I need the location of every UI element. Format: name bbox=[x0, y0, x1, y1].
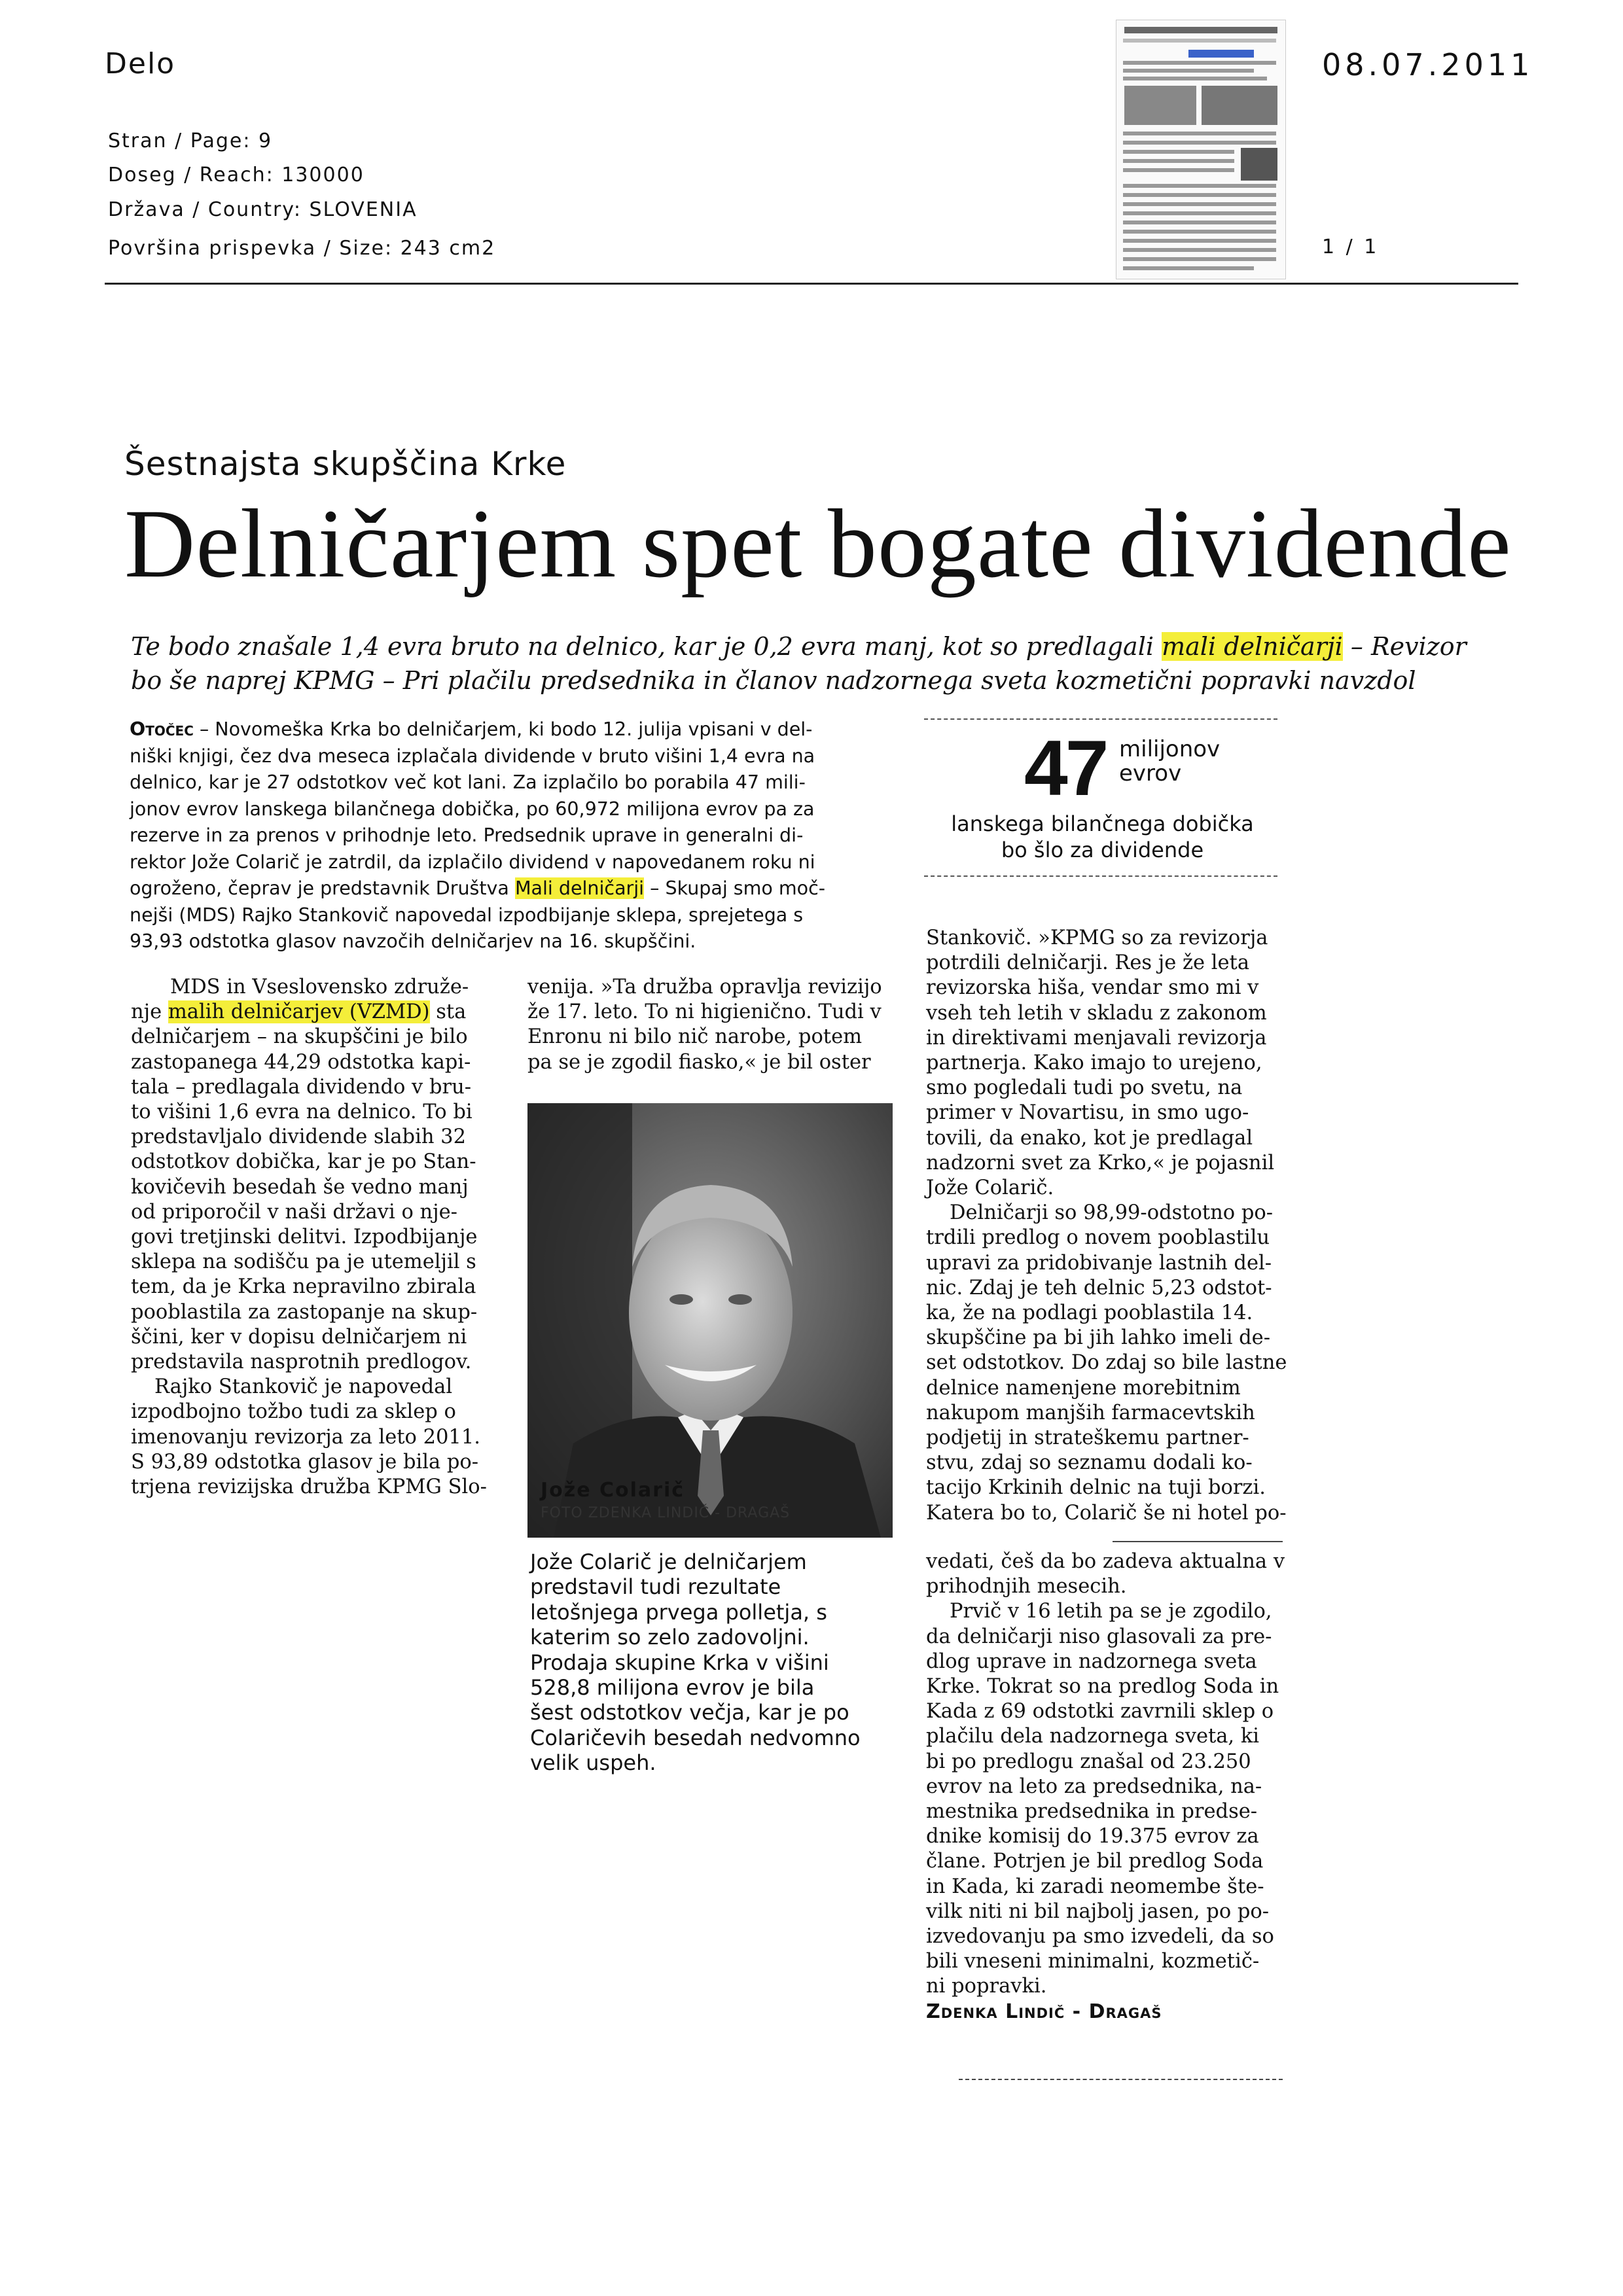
article-kicker: Šestnajsta skupščina Krke bbox=[124, 445, 567, 483]
publication-date: 08.07.2011 bbox=[1322, 47, 1534, 82]
portrait-photo-image bbox=[527, 1103, 893, 1538]
column-divider bbox=[1113, 1541, 1283, 1542]
article-deck-line-2: bo še naprej KPMG – Pri plačilu predsednika in članov nadzornega sveta kozmetični popravki navzdol bbox=[131, 666, 1416, 695]
dateline: Otočec bbox=[130, 718, 194, 740]
highlight-mali-delnicarji-lead: Mali delničarji bbox=[514, 877, 645, 899]
author-signature: Zdenka Lindič - Dragaš bbox=[926, 2000, 1162, 2023]
highlight-mali-delnicarji: mali delničarji bbox=[1162, 632, 1343, 661]
article-column-a: MDS in Vseslovensko združe- nje malih delničarjev (VZMD) sta delničarjem – na skupščini je bilo zastopanega 44,29 odstotka kapi- tala – predlagala dividendo v bru- to višini 1,6 evra na delnico. To bi predstavljalo dividende slabih 32 odstotkov dobička, kar je po Stan- kovičevih besedah še vedno manj od priporočil v naši državi o nje- govi tretjinski delitvi. Izpodbijanje sklepa na sodišču pa je utemeljil s tem, da je Krka nepravilno zbirala pooblastila za zastopanje na skup- ščini, ker v dopisu delničarjem ni predstavila nasprotnih predlogov. Rajko Stankovič je napovedal izpodbojno tožbo tudi za sklep o imenovanju revizorja za leto 2011. S 93,89 odstotka glasov je bila po- trjena revizijska družba KPMG Slo- bbox=[131, 976, 487, 1499]
article-column-c-continued: vedati, češ da bo zadeva aktualna v prihodnjih mesecih. Prvič v 16 letih pa se je zgodilo, da delničarji niso glasovali za pre- dlog uprave in nadzornega sveta Krke. Tokrat so na predlog Soda in Kada z 69 odstotki zavrnili sklep o plačilu dela nadzornega sveta, ki bi po predlogu znašal od 23.250 evrov na leto za predsednika, na- mestnika predsednika in predse- dnike komisij do 19.375 evrov za člane. Potrjen je bil predlog Soda in Kada, ki zaradi neomembe šte- vilk niti ni bil najbolj jasen, po po- izvedovanju pa smo izvedeli, da so bili vneseni minimalni, kozmetič- ni popravki. Zdenka Lindič - Dragaš bbox=[926, 1549, 1285, 2024]
article-lead: Otočec – Novomeška Krka bo delničarjem, ki bodo 12. julija vpisani v del- niški knjigi, čez dva meseca izplačala dividende v bruto višini 1,4 evra na delnico, kar je 27 odstotkov več kot lani. Za izplačilo bo porabila 47 mili- jonov evrov lanskega bilančnega dobička, po 60,972 milijona evrov pa za rezerve in za prenos v prihodnje leto. Predsednik uprave in generalni di- rektor Jože Colarič je zatrdil, da izplačilo dividend v napovedanem roku ni ogroženo, čeprav je predstavnik Društva Mali delničarji – Skupaj smo moč- nejši (MDS) Rajko Stankovič napovedal izpodbijanje sklepa, sprejetega s 93,93 odstotka glasov navzočih delničarjev na 16. skupščini. bbox=[130, 718, 826, 952]
article-column-b: venija. »Ta družba opravlja revizijo že 17. leto. To ni higienično. Tudi v Enronu ni bilo nič narobe, potem pa se je zgodil fiasko,« je bil oster bbox=[527, 976, 882, 1074]
page-thumbnail bbox=[1116, 20, 1286, 279]
factbox-unit-1: milijonov bbox=[1119, 736, 1221, 762]
portrait-photo bbox=[527, 1103, 893, 1538]
factbox-number: 47 bbox=[1024, 724, 1107, 812]
factbox-bottom-rule bbox=[924, 875, 1277, 878]
photo-credit: FOTO ZDENKA LINDIČ - DRAGAŠ bbox=[541, 1505, 791, 1521]
meta-reach: Doseg / Reach: 130000 bbox=[108, 164, 365, 186]
factbox-top-rule bbox=[924, 718, 1277, 721]
meta-page: Stran / Page: 9 bbox=[108, 130, 273, 152]
photo-name: Jože Colarič bbox=[541, 1479, 685, 1502]
article-deck-line-1: Te bodo znašale 1,4 evra bruto na delnico, kar je 0,2 evra manj, kot so predlagali mali delničarji – Revizor bbox=[131, 632, 1467, 661]
factbox-unit-2: evrov bbox=[1119, 760, 1182, 786]
factbox-text-2: bo šlo za dividende bbox=[1001, 838, 1204, 862]
meta-country: Država / Country: SLOVENIA bbox=[108, 198, 418, 221]
highlight-vzmd: malih delničarjev (VZMD) bbox=[168, 1000, 430, 1024]
photo-caption: Jože Colarič je delničarjem predstavil tudi rezultate letošnjega prvega polletja, s katerim so zelo zadovoljni. Prodaja skupine Krka v višini 528,8 milijona evrov je bila šest odstotkov večja, kar je po Colaričevih besedah nedvomno velik uspeh. bbox=[530, 1549, 861, 1776]
article-end-rule bbox=[959, 2079, 1283, 2081]
meta-size: Površina prispevka / Size: 243 cm2 bbox=[108, 237, 496, 260]
factbox-text-1: lanskega bilančnega dobička bbox=[951, 811, 1254, 836]
header-divider bbox=[105, 283, 1518, 285]
page-count: 1 / 1 bbox=[1322, 236, 1380, 258]
publication-name: Delo bbox=[105, 47, 176, 80]
article-column-c: Stankovič. »KPMG so za revizorja potrdili delničarji. Res je že leta revizorska hiša, vendar smo mi v vseh teh letih v skladu z zakonom in direktivami menjavali revizorja partnerja. Kako imajo to urejeno, smo pogledali tudi po svetu, na primer v Novartisu, in smo ugo- tovili, da enako, kot je predlagal nadzorni svet za Krko,« je pojasnil Jože Colarič. Delničarji so 98,99-odstotno po- trdili predlog o novem pooblastilu upravi za pridobivanje lastnih del- nic. Zdaj je teh delnic 5,23 odstot- ka, že na podlagi pooblastila 14. skupščine pa bi jih lahko imeli de- set odstotkov. Do zdaj so bile lastne delnice namenjene morebitnim nakupom manjših farmacevtskih podjetij in strateškemu partner- stvu, zdaj so seznamu dodali ko- tacijo Krkinih delnic na tuji borzi. Katera bo to, Colarič še ni hotel po- bbox=[926, 927, 1287, 1525]
article-headline: Delničarjem spet bogate dividende bbox=[124, 489, 1512, 598]
